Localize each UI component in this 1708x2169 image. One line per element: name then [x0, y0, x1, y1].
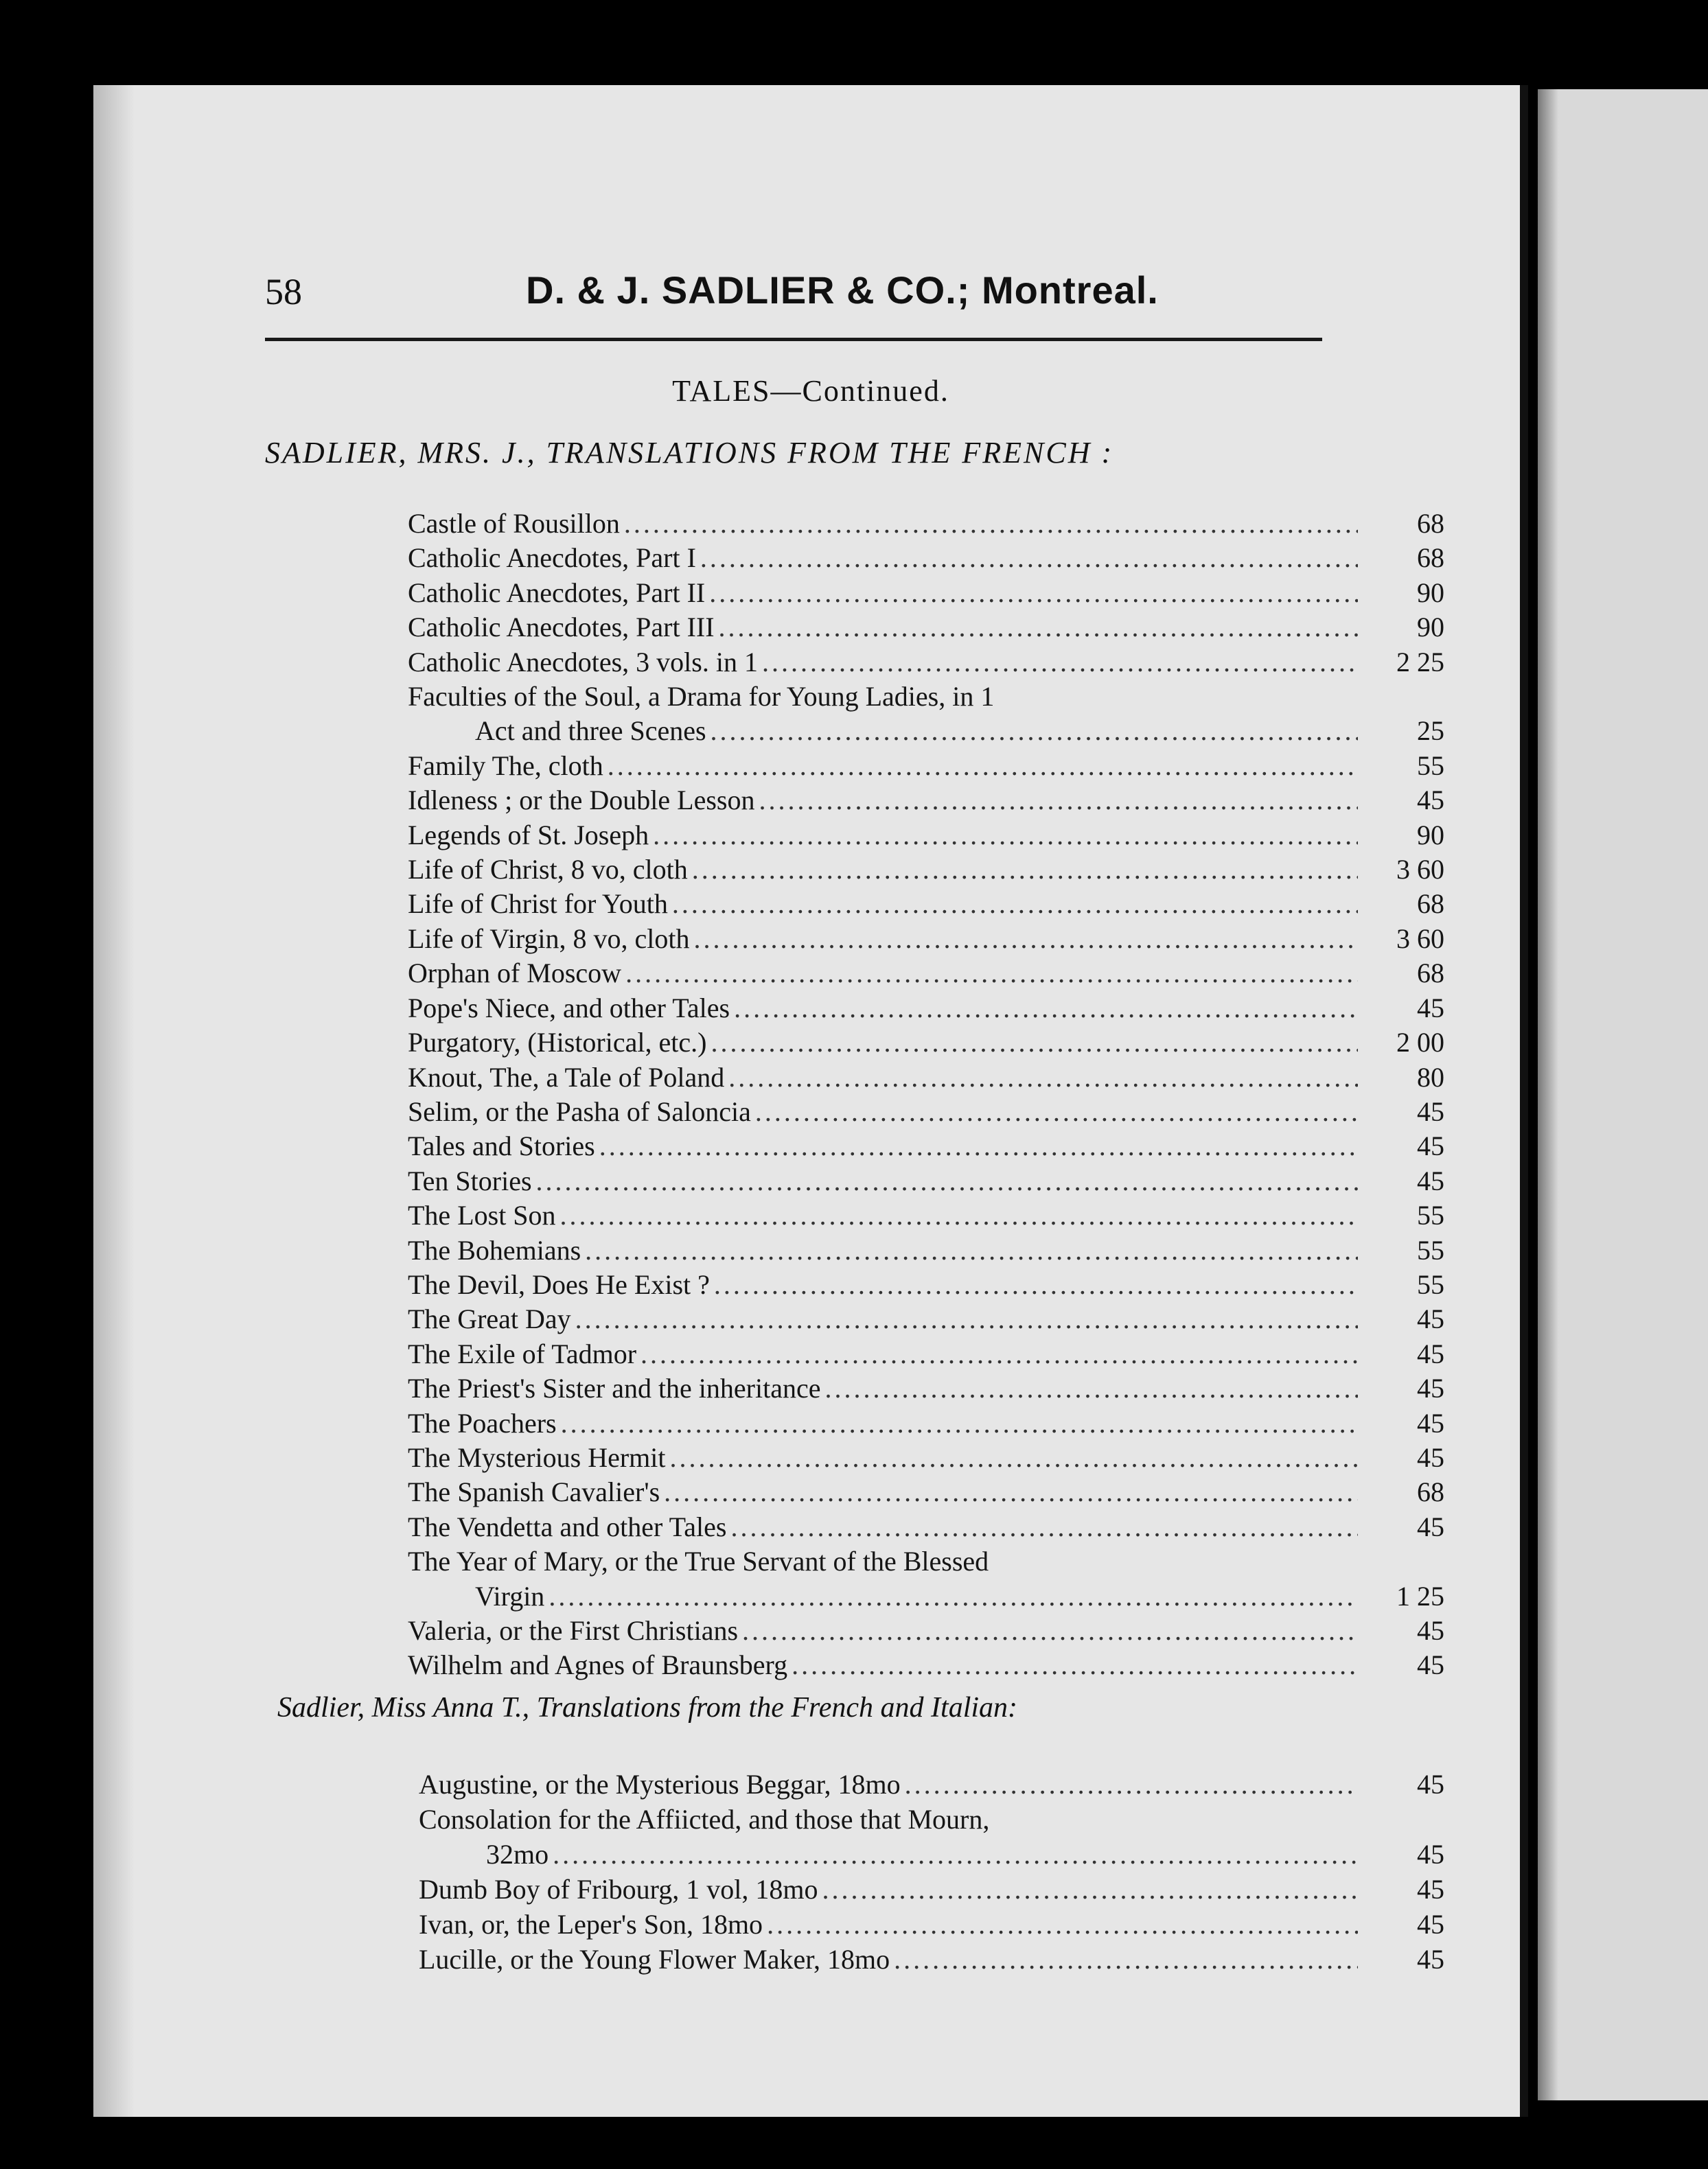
- catalog-entry: [408, 541, 1444, 575]
- entry-title: Dumb Boy of Fribourg, 1 vol, 18mo: [419, 1874, 818, 1905]
- catalog-entry: [408, 1025, 1444, 1060]
- entry-price: 45: [1417, 1769, 1444, 1800]
- catalog-entry: [408, 1371, 1444, 1406]
- entry-price: 45: [1417, 1441, 1444, 1473]
- catalog-entry: [408, 1406, 1444, 1441]
- catalog-entry: [408, 922, 1444, 956]
- dot-leader: [734, 991, 1358, 1025]
- catalog-entry: [419, 1942, 1444, 1977]
- catalog-entry: [408, 1614, 1444, 1648]
- catalog-entry: [408, 1198, 1444, 1233]
- entry-title: Purgatory, (Historical, etc.): [408, 1027, 707, 1058]
- catalog-entry: [408, 1164, 1444, 1198]
- entry-title: Virgin: [475, 1580, 545, 1612]
- dot-leader: [664, 1475, 1358, 1509]
- dot-leader: [653, 818, 1358, 852]
- catalog-entry: [408, 680, 1444, 714]
- entry-list: [408, 507, 1444, 1683]
- entry-price: 25: [1417, 715, 1444, 747]
- entry-price: 1 25: [1396, 1580, 1444, 1612]
- entry-price: 45: [1417, 1303, 1444, 1335]
- dot-leader: [755, 1095, 1358, 1129]
- entry-title: Augustine, or the Mysterious Beggar, 18mo: [419, 1769, 901, 1800]
- entry-price: 55: [1417, 750, 1444, 781]
- entry-title: Legends of St. Joseph: [408, 819, 649, 850]
- catalog-entry: [408, 1095, 1444, 1129]
- entry-title: Lucille, or the Young Flower Maker, 18mo: [419, 1944, 890, 1975]
- group-heading: SADLIER, MRS. J., TRANSLATIONS FROM THE FRENCH :: [265, 436, 1114, 469]
- entry-title: Castle of Rousillon: [408, 508, 620, 539]
- dot-leader: [549, 1579, 1358, 1614]
- entry-price: 68: [1417, 542, 1444, 574]
- dot-leader: [608, 749, 1358, 783]
- catalog-entry: [408, 887, 1444, 921]
- dot-leader: [694, 922, 1358, 956]
- entry-title: The Mysterious Hermit: [408, 1441, 666, 1473]
- entry-title: The Year of Mary, or the True Servant of the Blessed: [408, 1546, 989, 1577]
- dot-leader: [560, 1198, 1358, 1233]
- catalog-entry: [419, 1802, 1444, 1837]
- catalog-entry: [408, 610, 1444, 645]
- entry-price: 90: [1417, 612, 1444, 643]
- entry-price: 45: [1417, 1373, 1444, 1404]
- page-header: [265, 270, 1418, 346]
- dot-leader: [624, 507, 1358, 541]
- entry-price: 55: [1417, 1268, 1444, 1300]
- entry-title: The Bohemians: [408, 1234, 581, 1266]
- entry-title: Family The, cloth: [408, 750, 603, 781]
- catalog-entry: [419, 1837, 1444, 1872]
- dot-leader: [561, 1406, 1358, 1441]
- entry-price: 45: [1417, 1130, 1444, 1162]
- entry-price: 45: [1417, 992, 1444, 1023]
- catalog-entry: [408, 645, 1444, 680]
- dot-leader: [625, 956, 1358, 990]
- catalog-entry: [419, 1767, 1444, 1802]
- entry-title: Ivan, or, the Leper's Son, 18mo: [419, 1909, 763, 1940]
- entry-price: 45: [1417, 785, 1444, 816]
- catalog-entry: [408, 714, 1444, 748]
- catalog-entry: [408, 749, 1444, 783]
- group-heading: Sadlier, Miss Anna T., Translations from the French and Italian:: [277, 1692, 1018, 1724]
- dot-leader: [599, 1129, 1358, 1163]
- catalog-entry: [408, 1268, 1444, 1302]
- entry-title: Life of Christ for Youth: [408, 888, 668, 920]
- entry-price: 45: [1417, 1095, 1444, 1127]
- entry-title: The Devil, Does He Exist ?: [408, 1268, 710, 1300]
- entry-price: 45: [1417, 1511, 1444, 1542]
- facing-page-shadow: [1538, 89, 1558, 2100]
- dot-leader: [894, 1942, 1358, 1977]
- entry-title: Selim, or the Pasha of Saloncia: [408, 1095, 751, 1127]
- catalog-entry: [408, 1337, 1444, 1371]
- section-title: TALES—Continued.: [672, 374, 949, 408]
- entry-title: Catholic Anecdotes, Part II: [408, 577, 706, 608]
- dot-leader: [714, 1268, 1358, 1302]
- entry-price: 45: [1417, 1944, 1444, 1975]
- entry-title: Faculties of the Soul, a Drama for Young Ladies, in 1: [408, 681, 995, 712]
- catalog-entry: [408, 991, 1444, 1025]
- dot-leader: [730, 1510, 1358, 1544]
- catalog-entry: [408, 507, 1444, 541]
- entry-title: Tales and Stories: [408, 1130, 595, 1162]
- catalog-entry: [408, 1475, 1444, 1509]
- entry-title: Catholic Anecdotes, Part III: [408, 612, 715, 643]
- dot-leader: [792, 1648, 1358, 1682]
- entry-title: The Spanish Cavalier's: [408, 1476, 660, 1508]
- dot-leader: [711, 1025, 1358, 1060]
- catalog-entry: [408, 1233, 1444, 1268]
- dot-leader: [824, 1371, 1358, 1406]
- dot-leader: [553, 1837, 1358, 1872]
- dot-leader: [640, 1337, 1358, 1371]
- dot-leader: [709, 576, 1358, 610]
- dot-leader: [728, 1060, 1358, 1095]
- entry-title: Idleness ; or the Double Lesson: [408, 785, 755, 816]
- entry-title: Life of Virgin, 8 vo, cloth: [408, 923, 690, 954]
- catalog-page: [93, 85, 1528, 2117]
- catalog-entry: [408, 852, 1444, 887]
- entry-title: Pope's Niece, and other Tales: [408, 992, 730, 1023]
- entry-price: 45: [1417, 1338, 1444, 1369]
- dot-leader: [575, 1302, 1358, 1336]
- entry-price: 3 60: [1396, 923, 1444, 954]
- catalog-entry: [408, 1648, 1444, 1682]
- entry-price: 45: [1417, 1407, 1444, 1439]
- dot-leader: [670, 1441, 1359, 1475]
- entry-price: 68: [1417, 958, 1444, 989]
- catalog-entry: [408, 576, 1444, 610]
- entry-price: 68: [1417, 508, 1444, 539]
- entry-title: Valeria, or the First Christians: [408, 1615, 739, 1646]
- dot-leader: [822, 1872, 1358, 1907]
- dot-leader: [759, 783, 1358, 817]
- entry-price: 80: [1417, 1061, 1444, 1093]
- entry-price: 3 60: [1396, 854, 1444, 885]
- entry-title: The Priest's Sister and the inheritance: [408, 1373, 821, 1404]
- dot-leader: [536, 1164, 1358, 1198]
- catalog-entry: [408, 1441, 1444, 1475]
- catalog-entry: [408, 783, 1444, 817]
- entry-price: 45: [1417, 1839, 1444, 1870]
- catalog-entry: [408, 1544, 1444, 1579]
- dot-leader: [742, 1614, 1358, 1648]
- page-number: 58: [265, 271, 302, 312]
- entry-title: Knout, The, a Tale of Poland: [408, 1061, 725, 1093]
- dot-leader: [585, 1233, 1358, 1268]
- entry-title: Life of Christ, 8 vo, cloth: [408, 854, 688, 885]
- entry-price: 90: [1417, 577, 1444, 608]
- entry-price: 45: [1417, 1165, 1444, 1196]
- entry-title: The Vendetta and other Tales: [408, 1511, 727, 1542]
- entry-price: 45: [1417, 1874, 1444, 1905]
- entry-title: The Exile of Tadmor: [408, 1338, 637, 1369]
- catalog-entry: [408, 1579, 1444, 1614]
- dot-leader: [905, 1767, 1358, 1802]
- catalog-entry: [419, 1907, 1444, 1942]
- catalog-entry: [408, 1302, 1444, 1336]
- catalog-entry: [419, 1872, 1444, 1907]
- entry-price: 55: [1417, 1234, 1444, 1266]
- entry-price: 45: [1417, 1909, 1444, 1940]
- entry-price: 45: [1417, 1649, 1444, 1681]
- catalog-entry: [408, 818, 1444, 852]
- header-rule: [265, 338, 1322, 341]
- entry-price: 55: [1417, 1200, 1444, 1231]
- entry-price: 68: [1417, 888, 1444, 920]
- publisher-name: D. & J. SADLIER & CO.; Montreal.: [526, 268, 1159, 312]
- catalog-entry: [408, 956, 1444, 990]
- entry-title: 32mo: [486, 1839, 549, 1870]
- dot-leader: [692, 852, 1358, 887]
- entry-title: Orphan of Moscow: [408, 958, 622, 989]
- dot-leader: [767, 1907, 1358, 1942]
- entry-list: [419, 1767, 1444, 1977]
- entry-title: Act and three Scenes: [475, 715, 706, 747]
- entry-title: The Great Day: [408, 1303, 571, 1335]
- entry-title: Wilhelm and Agnes of Braunsberg: [408, 1649, 788, 1681]
- entry-title: The Lost Son: [408, 1200, 556, 1231]
- entry-price: 2 00: [1396, 1027, 1444, 1058]
- entry-title: Catholic Anecdotes, 3 vols. in 1: [408, 646, 758, 677]
- dot-leader: [762, 645, 1358, 680]
- entry-title: Catholic Anecdotes, Part I: [408, 542, 696, 574]
- catalog-entry: [408, 1510, 1444, 1544]
- entry-title: The Poachers: [408, 1407, 557, 1439]
- entry-price: 90: [1417, 819, 1444, 850]
- entry-price: 2 25: [1396, 646, 1444, 677]
- entry-title: Ten Stories: [408, 1165, 532, 1196]
- facing-page: [1538, 89, 1708, 2100]
- entry-price: 45: [1417, 1615, 1444, 1646]
- catalog-entry: [408, 1060, 1444, 1095]
- entry-title: Consolation for the Affiicted, and those that Mourn,: [419, 1804, 990, 1835]
- dot-leader: [711, 714, 1358, 748]
- entry-price: 68: [1417, 1476, 1444, 1508]
- dot-leader: [719, 610, 1358, 645]
- dot-leader: [672, 887, 1358, 921]
- dot-leader: [700, 541, 1358, 575]
- catalog-entry: [408, 1129, 1444, 1163]
